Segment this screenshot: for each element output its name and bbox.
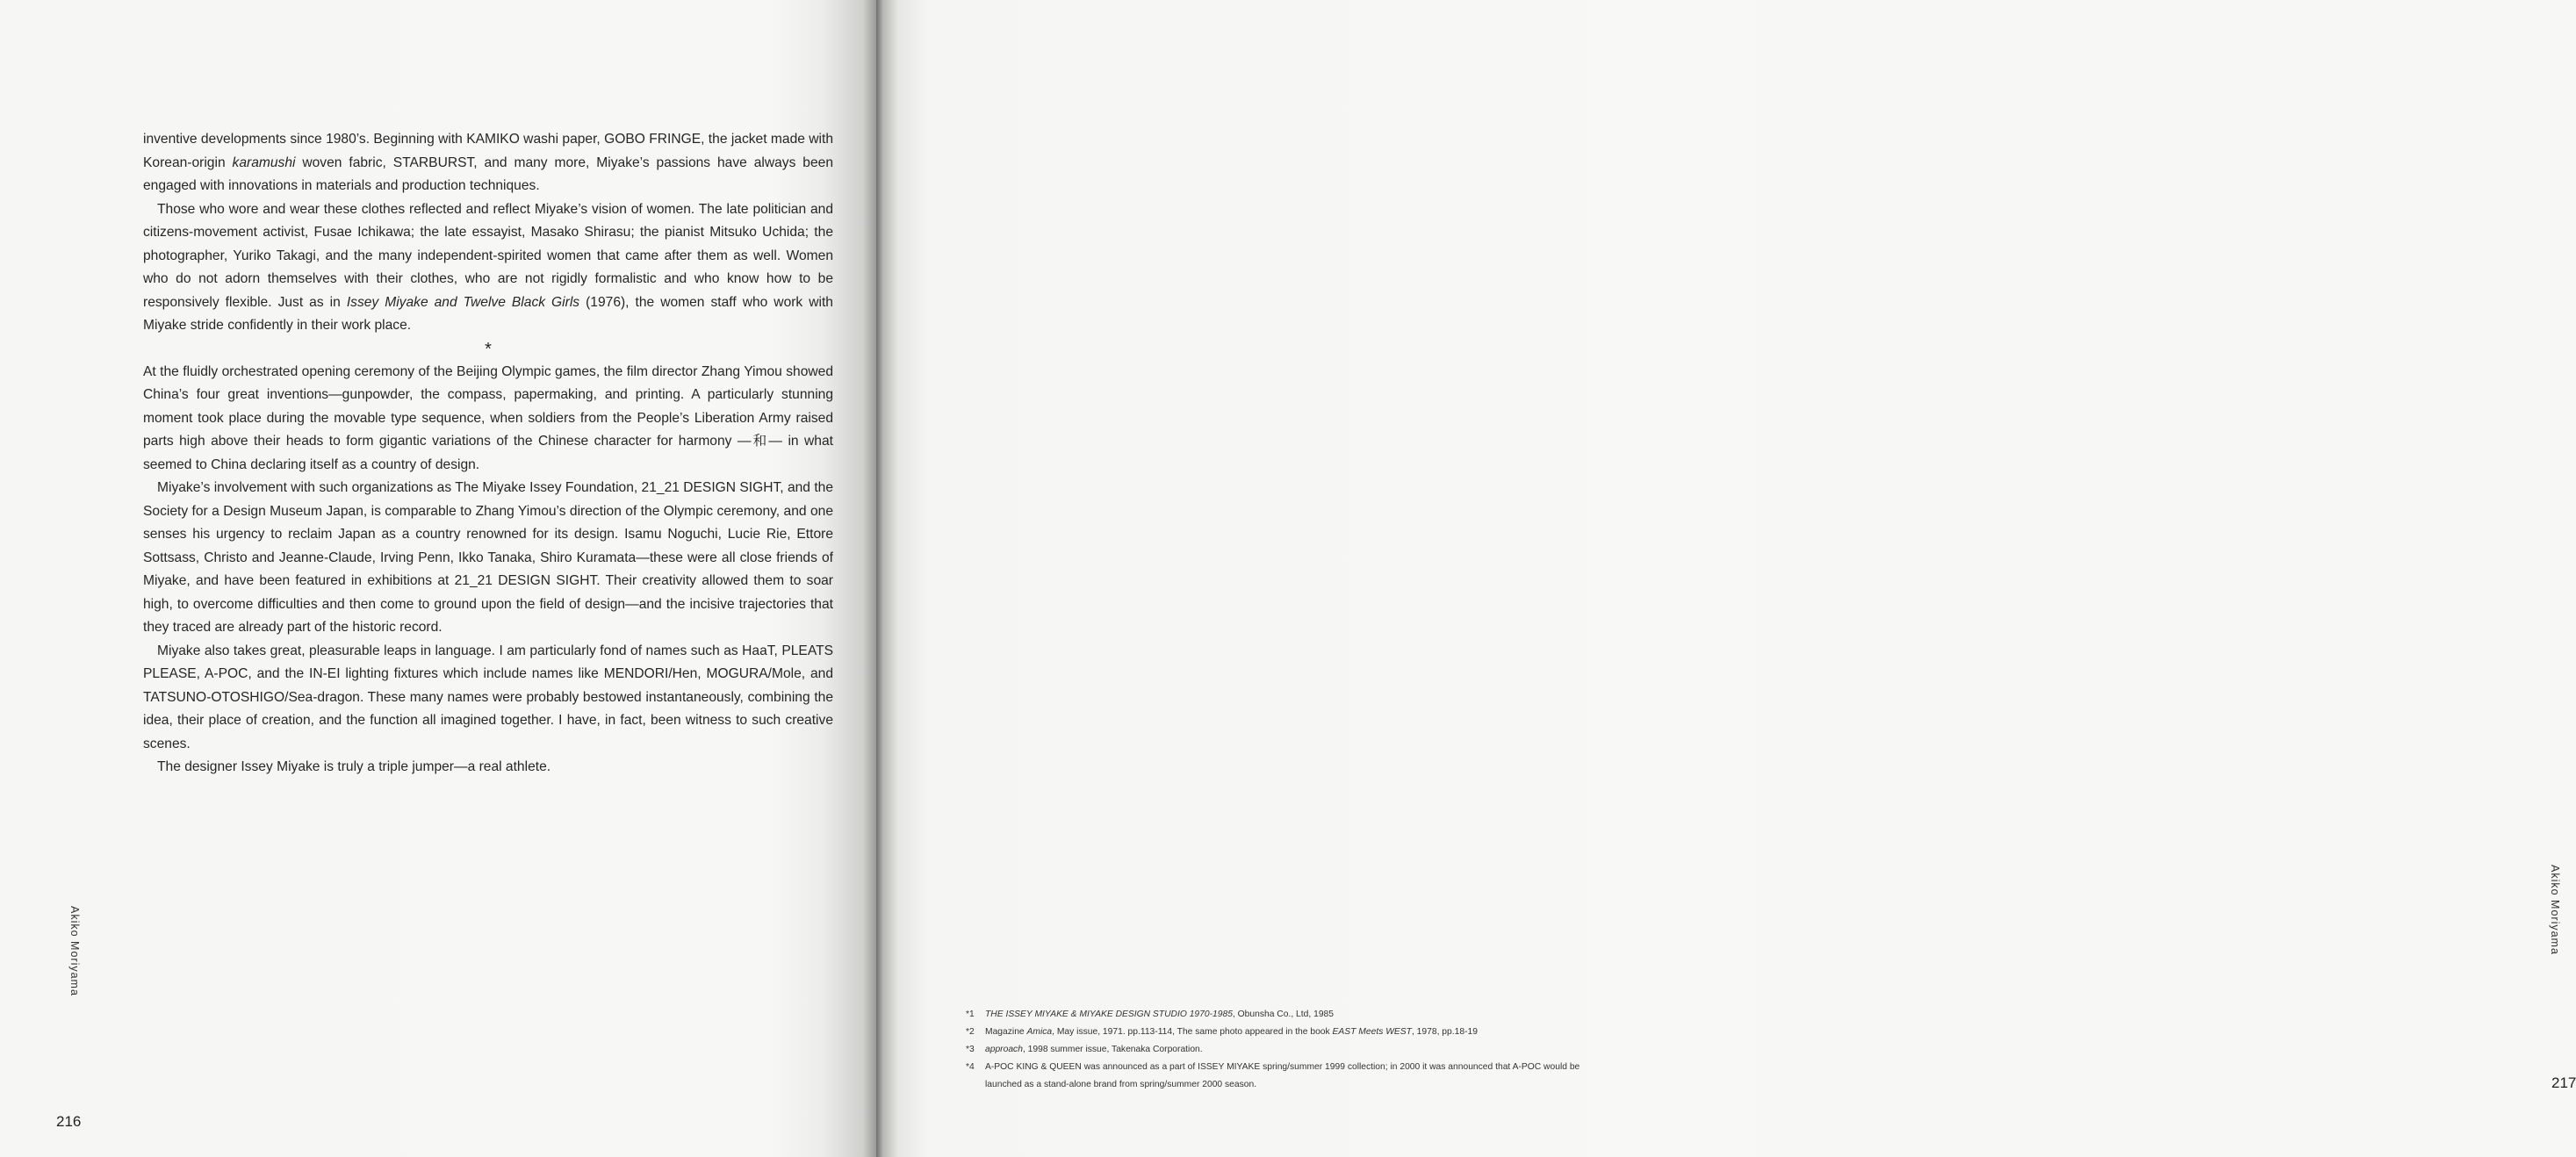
text-run: Those who wore and wear these clothes reflected and reflect Miyake’s vision of women. The late politician and citizens-movement activist, Fusae Ichikawa; the late essayist, Masako Shirasu; the pianist Mitsuko Uchida; the photographer, Yuriko Takagi, and the many independent-spirited women that came after them as well. Women who do not adorn themselves with their clothes, who are not rigidly formalistic and who know how to be responsively flexible. Just as in — [143, 201, 833, 310]
text-run: , 1978, pp.18-19 — [1411, 1027, 1478, 1037]
page-number-left: 216 — [56, 1113, 82, 1130]
italic-text: Amica — [1026, 1027, 1053, 1037]
footnote-mark: *3 — [966, 1045, 975, 1054]
text-run: , May issue, 1971. pp.113-114, The same photo appeared in the book — [1052, 1027, 1333, 1037]
text-run: inventive developments since 1980’s. Beginning with KAMIKO washi paper, GOBO FRINGE, the jacket made with Korean-origin — [143, 132, 833, 170]
footnote-mark: *4 — [966, 1062, 975, 1072]
paragraph — [143, 198, 833, 338]
text-run: , 1998 summer issue, Takenaka Corporation. — [1022, 1045, 1203, 1054]
text-run: Magazine — [985, 1027, 1027, 1037]
footnote-text — [985, 1041, 1598, 1059]
text-run: (1976), the women staff who work with Miyake stride confidently in their work place. — [143, 294, 833, 333]
footnote-text — [985, 1024, 1598, 1041]
text-run: Miyake also takes great, pleasurable leaps in language. I am particularly fond of names such as HaaT, PLEATS PLEASE, A-POC, and the IN-EI lighting fixtures which include names like MENDORI/Hen, MOGURA/Mole, and TATSUNO-OTOSHIGO/Sea-dragon. These many names were probably bestowed instantaneously, combining the idea, their place of creation, and the function all imagined together. I have, in fact, been witness to such creative scenes. — [143, 643, 833, 751]
text-run: A-POC KING & QUEEN was announced as a part of ISSEY MIYAKE spring/summer 1999 collection; in 2000 it was announced that A-POC would be launched as a stand-alone brand from spring/summer 2000 season. — [985, 1062, 1580, 1089]
text-run: At the fluidly orchestrated opening ceremony of the Beijing Olympic games, the film director Zhang Yimou showed China’s four great inventions—gunpowder, the compass, papermaking, and printing. A particularly stunning moment took place during the movable type sequence, when soldiers from the People’s Liberation Army raised parts high above their heads to form gigantic variations of the Chinese character for harmony —和— in what seemed to China declaring itself as a country of design. — [143, 363, 833, 472]
footnote-text — [985, 1059, 1598, 1094]
right-page — [876, 0, 2576, 1157]
footnote — [966, 1059, 1598, 1094]
paragraph — [143, 477, 833, 640]
footnote — [966, 1024, 1598, 1041]
page-number-right: 217 — [2551, 1074, 2576, 1091]
italic-text: THE ISSEY MIYAKE & MIYAKE DESIGN STUDIO 1970-1985 — [985, 1010, 1233, 1019]
text-run: * — [485, 339, 492, 359]
text-run: woven fabric, STARBURST, and many more, Miyake’s passions have always been engaged with innovations in materials and production techniques. — [143, 155, 833, 193]
footnote — [966, 1006, 1598, 1024]
footnote-text — [985, 1006, 1598, 1024]
text-run: , Obunsha Co., Ltd, 1985 — [1232, 1010, 1334, 1019]
body-text — [143, 128, 833, 780]
italic-text: karamushi — [232, 155, 296, 170]
paragraph — [143, 756, 833, 780]
footnote-mark: *2 — [966, 1027, 975, 1037]
text-run: Miyake’s involvement with such organizations as The Miyake Issey Foundation, 21_21 DESIGN SIGHT, and the Society for a Design Museum Japan, is comparable to Zhang Yimou’s direction of the Olympic ceremony, and one senses his urgency to reclaim Japan as a country renowned for its design. Isamu Noguchi, Lucie Rie, Ettore Sottsass, Christo and Jeanne-Claude, Irving Penn, Ikko Tanaka, Shiro Kuramata—these were all close friends of Miyake, and have been featured in exhibitions at 21_21 DESIGN SIGHT. Their creativity allowed them to soar high, to overcome difficulties and then come to ground upon the field of design—and the incisive trajectories that they traced are already part of the historic record. — [143, 480, 833, 635]
italic-text: EAST Meets WEST — [1332, 1027, 1412, 1037]
paragraph — [143, 361, 833, 478]
footnote — [966, 1041, 1598, 1059]
italic-text: Issey Miyake and Twelve Black Girls — [346, 294, 580, 310]
footnote-mark: *1 — [966, 1010, 975, 1019]
italic-text: approach — [985, 1045, 1023, 1054]
running-author-right: Akiko Moriyama — [2549, 865, 2561, 955]
left-page — [0, 0, 876, 1157]
section-break-asterisk — [143, 338, 833, 361]
paragraph — [143, 640, 833, 757]
running-author-left: Akiko Moriyama — [68, 906, 81, 996]
paragraph — [143, 128, 833, 198]
text-run: The designer Issey Miyake is truly a triple jumper—a real athlete. — [157, 759, 551, 774]
footnotes — [966, 1006, 1598, 1094]
